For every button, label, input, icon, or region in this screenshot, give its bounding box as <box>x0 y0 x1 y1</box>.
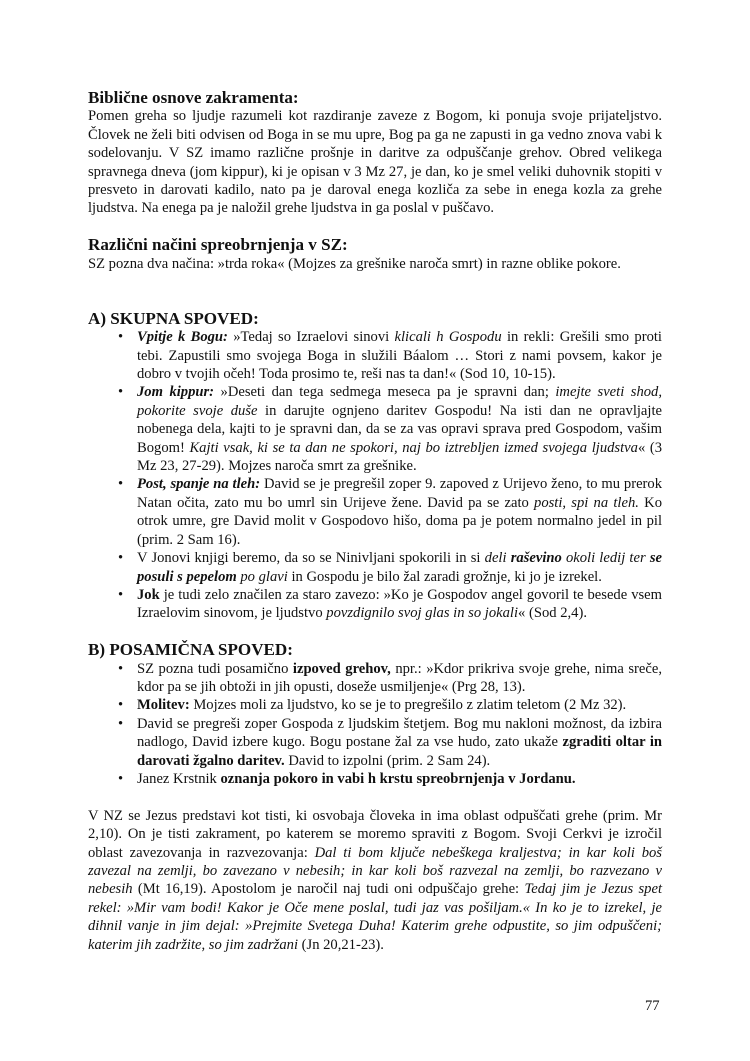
emphasized-text: povzdignilo svoj glas in so jokali <box>326 605 519 622</box>
bullet-icon: • <box>118 586 124 603</box>
list-item <box>88 328 662 383</box>
emphasized-text: okoli ledij ter <box>561 550 650 567</box>
list-item <box>88 586 662 623</box>
text-run: Pomen greha so ljudje razumeli kot razdiranje zaveze z Bogom, ki ponuja svoje prijateljstvo. Človek ne želi biti odvisen od Boga in se mu upre, Bog pa ga ne zapusti in ga vedno znova vabi k sodelovanju. V SZ imamo različne prošnje in daritve za odpuščanje grehov. Obred velikega spravnega dneva (jom kippur), ki je opisan v 3 Mz 27, je dan, ko je smel veliki duhovnik stopiti v presveto in darovati kadilo, nato pa je daroval enega kozliča za sebe in enega kozla za grehe ljudstva. Na enega pa je naložil grehe ljudstva in ga poslal v puščavo. <box>88 108 662 217</box>
heading-biblical-foundations: Biblične osnove zakramenta: <box>88 88 299 107</box>
text-run: je tudi zelo značilen za staro zavezo: »Ko je Gospodov angel govoril te besede vsem Izraelovim sinovom, je ljudstvo <box>137 586 662 622</box>
text-run: (Mt 16,19). Apostolom je naročil naj tudi oni odpuščajo grehe: <box>132 881 525 898</box>
bullet-icon: • <box>118 697 124 714</box>
text-run: in Gospodu je bilo žal zaradi grožnje, ki jo je izrekel. <box>287 568 602 585</box>
emphasized-text: Post, spanje na tleh: <box>137 476 261 493</box>
page-number: 77 <box>645 998 660 1014</box>
individual-confession-list <box>88 660 662 789</box>
bullet-icon: • <box>118 550 124 567</box>
emphasized-text: posti, spi na tleh. <box>534 494 639 511</box>
paragraph-two-ways <box>88 255 662 273</box>
text-run: SZ pozna dva načina: »trda roka« (Mojzes za grešnike naroča smrt) in razne oblike pokore. <box>88 255 621 272</box>
text-run: in darujte ognjeno daritev Gospodu! Na isti dan ne opravljajte nobenega dela, kajti to je spravni dan, da se za vas opravi sprava pred Gospodom, vašim Bogom! <box>137 402 662 456</box>
emphasized-text: Dal ti bom ključe nebeškega kraljestva; in kar koli boš zavezal na zemlji, bo zavezano v nebesih; in kar koli boš razvezal na zemlji, bo razvezano v nebesih <box>88 844 662 898</box>
emphasized-text: zgraditi oltar in darovati žgalno daritev. <box>137 734 662 769</box>
heading-individual-confession: B) POSAMIČNA SPOVED: <box>88 640 293 660</box>
text-run: in rekli: Grešili smo proti tebi. Zapustili smo svojega Boga in služili Báalom … Stori z nami povsem, kakor je dobro v tvojih očeh! Toda prosimo te, reši nas ta dan!« (Sod 10, 10-15). <box>137 329 662 383</box>
bullet-icon: • <box>118 476 124 493</box>
emphasized-text: imejte sveti shod, pokorite svoje duše <box>137 384 662 419</box>
emphasized-text: Jok <box>137 586 160 603</box>
emphasized-text: Tedaj jim je Jezus spet rekel: »Mir vam bodi! Kakor je Oče mene poslal, tudi jaz vas pošiljam.« In ko je to izrekel, je dihnil vanje in jim dejal: »Prejmite Svetega Duha! Katerim grehe odpustite, so jim odpuščeni; katerim jih zadržite, so jim zadržani <box>88 881 662 953</box>
text-run: »Tedaj so Izraelovi sinovi <box>227 329 395 346</box>
text-run: Janez Krstnik <box>137 770 221 787</box>
emphasized-text: izpoved grehov, <box>292 660 391 677</box>
emphasized-text: Molitev: <box>137 697 190 714</box>
text-run: David se je pregrešil zoper 9. zapoved z Urijevo ženo, to mu prerok Natan očita, zato mu bo umrl sin Urijeve žene. David pa se zato <box>137 476 663 511</box>
text-run: npr.: »Kdor prikriva svoje grehe, nima sreče, kdor pa se jih obtoži in jih opusti, doseže usmiljenje« (Prg 28, 13). <box>137 660 662 695</box>
emphasized-text: Jom kippur: <box>137 384 215 401</box>
paragraph-sin-meaning <box>88 107 662 217</box>
communal-confession-list <box>88 328 662 623</box>
list-item <box>88 715 662 770</box>
bullet-icon: • <box>118 715 124 732</box>
list-item <box>88 475 662 549</box>
bullet-icon: • <box>118 329 124 346</box>
text-run: V Jonovi knjigi beremo, da so se Ninivljani spokorili in si <box>137 550 485 567</box>
text-run: « (3 Mz 23, 27-29). Mojzes naroča smrt za grešnike. <box>137 439 662 475</box>
emphasized-text: se posuli s pepelom <box>137 550 662 585</box>
text-run: SZ pozna tudi posamično <box>137 660 293 677</box>
bullet-icon: • <box>118 770 124 787</box>
heading-conversion-ways: Različni načini spreobrnjenja v SZ: <box>88 235 348 255</box>
emphasized-text: deli <box>484 550 511 567</box>
text-run: (Jn 20,21-23). <box>298 936 384 953</box>
list-item <box>88 696 662 714</box>
emphasized-text: Vpitje k Bogu: <box>137 329 228 346</box>
text-run: Mojzes moli za ljudstvo, ko se je to pregrešilo z zlatim teletom (2 Mz 32). <box>189 697 627 714</box>
text-run: »Deseti dan tega sedmega meseca pa je spravni dan; <box>214 384 556 401</box>
text-run: V NZ se Jezus predstavi kot tisti, ki osvobaja človeka in ima oblast odpuščati grehe (prim. Mr 2,10). On je tisti zakrament, po katerem se moremo spraviti z Bogom. Svoji Cerkvi je izročil oblast zavezovanja in razvezovanja: <box>88 807 662 861</box>
text-run: Ko otrok umre, gre David molit v Gospodovo hišo, doma pa je potem normalno jedel in pil (prim. 2 Sam 16). <box>137 494 662 548</box>
emphasized-text: Kajti vsak, ki se ta dan ne spokori, naj bo iztrebljen izmed svojega ljudstva <box>189 439 638 456</box>
list-item <box>88 383 662 475</box>
bullet-icon: • <box>118 384 124 401</box>
list-item <box>88 770 662 788</box>
text-run: David se pregreši zoper Gospoda z ljudskim štetjem. Bog mu nakloni možnost, da izbira nadlogo, David izbere kugo. Bogu postane žal za vse hudo, zato ukaže <box>137 715 662 751</box>
text-run: David to izpolni (prim. 2 Sam 24). <box>284 752 491 769</box>
emphasized-text: po glavi <box>236 568 288 585</box>
list-item <box>88 660 662 697</box>
heading-communal-confession: A) SKUPNA SPOVED: <box>88 308 259 328</box>
text-run: « (Sod 2,4). <box>518 605 587 622</box>
emphasized-text: klicali h Gospodu <box>394 329 502 346</box>
bullet-icon: • <box>118 660 124 677</box>
document-page <box>88 89 662 954</box>
emphasized-text: raševino <box>510 550 562 567</box>
emphasized-text: oznanja pokoro in vabi h krstu spreobrnjenja v Jordanu. <box>220 770 576 787</box>
list-item <box>88 549 662 586</box>
paragraph-new-testament <box>88 807 662 954</box>
